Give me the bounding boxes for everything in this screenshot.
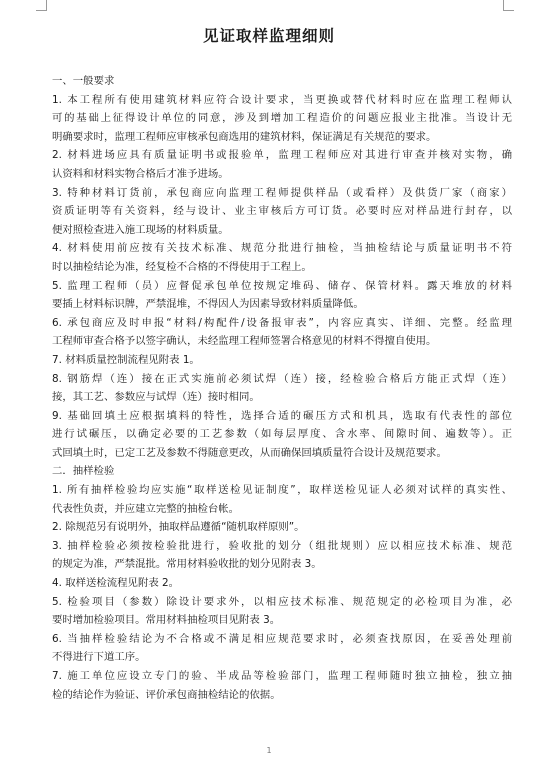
body-line: 检的结论作为验证、评价承包商抽检结论的依据。 [52,688,281,701]
body-line: 便对照检查进入施工现场的材料质量。 [52,223,229,236]
page-corner-mark-left [36,0,47,11]
body-line: 认资料和材料实物合格后才准予进场。 [52,167,229,180]
body-line: 5. 检验项目（参数）除设计要求外，以相应技术标准、规范规定的必检项目为准，必 [52,595,512,608]
section-heading-general: 一、一般要求 [52,75,115,87]
body-line: 不得进行下道工序。 [52,651,146,664]
page-corner-mark-right [503,0,514,11]
body-line: 要时增加检验项目。常用材料抽检项目见附表 3。 [52,614,281,627]
body-line: 6. 当抽样检验结论为不合格或不满足相应规范要求时，必须查找原因，在妥善处理前 [52,632,512,645]
body-line: 资质证明等有关资料，经与设计、业主审核后方可订货。必要时应对样品进行封存，以 [52,205,512,218]
body-line: 工程师审查合格予以签字确认，未经监理工程师签署合格意见的材料不得擅自使用。 [52,335,437,348]
body-line: 进行试碾压，以确定必要的工艺参数（如每层厚度、含水率、间隙时间、遍数等）。正 [52,428,512,441]
body-line: 接，其工艺、参数应与试焊（连）接时相同。 [52,391,260,404]
page-number: 1 [266,746,272,755]
body-line: 1. 所有抽样检验均应实施“取样送检见证制度”，取样送检见证人必须对试样的真实性、 [52,484,512,497]
body-line: 7. 材料质量控制流程见附表 1。 [52,353,200,366]
section-heading-sampling: 二．抽样检验 [52,465,115,478]
body-line: 明确要求时，监理工程师应审核承包商选用的建筑材料，保证满足有关规范的要求。 [52,130,437,143]
document-title: 见证取样监理细则 [202,27,335,45]
body-line: 5. 监理工程师（员）应督促承包单位按规定堆码、储存、保管材料。露天堆放的材料 [52,279,512,292]
body-line: 的规定为准，严禁混批。常用材料验收批的划分见附表 3。 [52,558,322,571]
body-line: 2. 材料进场应具有质量证明书或报验单，监理工程师应对其进行审查并核对实物，确 [52,149,512,162]
body-line: 1. 本工程所有使用建筑材料应符合设计要求，当更换或替代材料时应在监理工程师认 [52,93,512,106]
body-line: 3. 特种材料订货前，承包商应向监理工程师提供样品（或看样）及供货厂家（商家） [52,186,512,199]
body-line: 4. 材料使用前应按有关技术标准、规范分批进行抽检，当抽检结论与质量证明书不符 [52,242,512,255]
body-line: 可的基础上征得设计单位的同意，涉及到增加工程造价的问题应报业主批准。当设计无 [52,112,512,125]
body-line: 6. 承包商应及时申报“材料/构配件/设备报审表”，内容应真实、详细、完整。经监理 [52,316,512,329]
document-body [52,72,512,704]
body-line: 要插上材料标识牌，严禁混堆，不得因人为因素导致材料质量降低。 [52,298,364,311]
body-line: 代表性负责，并应建立完整的抽检台帐。 [52,502,240,515]
body-line: 9. 基础回填土应根据填料的特性，选择合适的碾压方式和机具，选取有代表性的部位 [52,409,512,422]
body-line: 2. 除规范另有说明外，抽取样品遵循“随机取样原则”。 [52,521,305,534]
body-line: 时以抽检结论为准，经复检不合格的不得使用于工程上。 [52,260,312,273]
body-line: 8. 钢筋焊（连）接在正式实施前必须试焊（连）接，经检验合格后方能正式焊（连） [52,372,512,385]
body-line: 3. 抽样检验必须按检验批进行，验收批的划分（组批规则）应以相应技术标准、规范 [52,539,512,552]
body-line: 式回填土时，已定工艺及参数不得随意更改，从而确保回填质量符合设计及规范要求。 [52,446,447,459]
body-line: 4. 取样送检流程见附表 2。 [52,577,180,590]
body-line: 7. 施工单位应设立专门的验、半成品等检验部门，监理工程师随时独立抽检，独立抽 [52,670,512,682]
